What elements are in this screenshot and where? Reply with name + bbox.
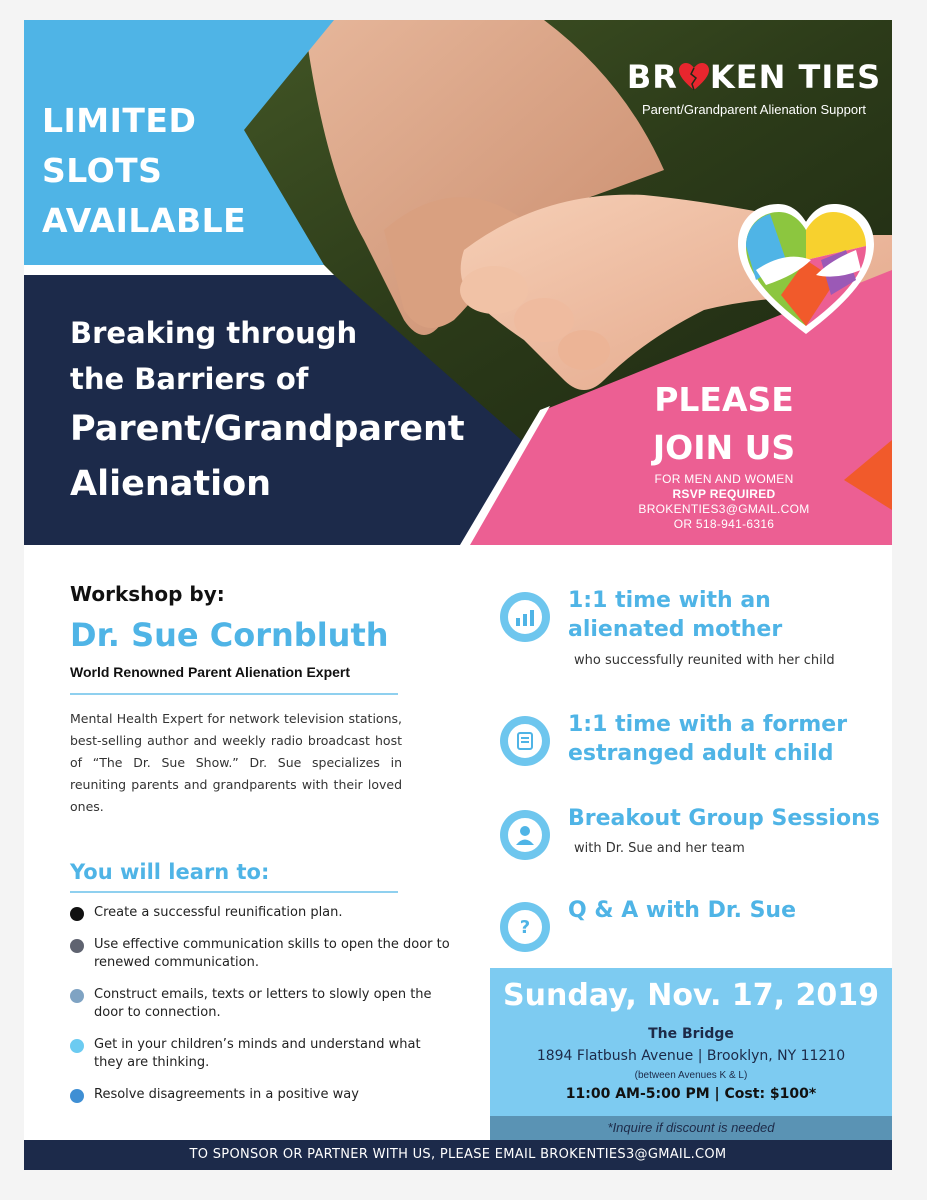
join-us-callout <box>584 376 864 532</box>
list-item <box>70 986 450 1022</box>
rsvp-email[interactable]: BROKENTIES3@GMAIL.COM <box>638 502 810 516</box>
event-date: Sunday, Nov. 17, 2019 <box>503 978 879 1013</box>
document-icon <box>500 716 550 766</box>
list-item <box>70 1086 450 1104</box>
presenter-name: Dr. Sue Cornbluth <box>70 616 389 654</box>
feature-subtitle: who successfully reunited with her child <box>574 653 835 668</box>
headline-line: the Barriers of <box>70 362 309 396</box>
feature-title: Q & A with Dr. Sue <box>568 898 797 923</box>
audience-text: FOR MEN AND WOMEN <box>654 472 794 486</box>
discount-note: *Inquire if discount is needed <box>490 1116 892 1140</box>
presenter-title: World Renowned Parent Alienation Expert <box>70 664 351 680</box>
feature-title: Breakout Group Sessions <box>568 806 880 831</box>
learn-heading: You will learn to: <box>70 860 270 884</box>
presenter-bio: Mental Health Expert for network television stations, best-selling author and weekly radio broadcast host of “The Dr. Sue Show.” Dr. Sue specializes in reuniting parents and grandparents with their loved ones. <box>70 711 402 814</box>
person-icon <box>500 810 550 860</box>
headline-line: Alienation <box>70 464 272 504</box>
workshop-headline <box>70 310 465 512</box>
chart-icon <box>500 592 550 642</box>
feature-title: 1:1 time with an alienated mother <box>568 588 783 642</box>
sponsor-footer: TO SPONSOR OR PARTNER WITH US, PLEASE EMAIL BROKENTIES3@GMAIL.COM <box>24 1140 892 1170</box>
headline-line: Parent/Grandparent <box>70 409 465 449</box>
slots-line: LIMITED <box>42 101 197 140</box>
bullet-dot-icon <box>70 939 84 953</box>
brand-tagline: Parent/Grandparent Alienation Support <box>641 102 867 117</box>
colorful-heart-hands-icon <box>736 200 876 340</box>
bullet-dot-icon <box>70 989 84 1003</box>
event-venue: The Bridge <box>648 1026 734 1042</box>
learn-list <box>70 904 450 1118</box>
list-item-text: Use effective communication skills to open the door to renewed communication. <box>94 937 450 970</box>
list-item-text: Get in your children’s minds and understand what they are thinking. <box>94 1037 421 1070</box>
brand-text-right: KEN TIES <box>709 58 882 96</box>
slots-line: SLOTS <box>42 151 163 190</box>
headline-line: Breaking through <box>70 316 358 350</box>
event-time-cost: 11:00 AM-5:00 PM | Cost: $100* <box>565 1086 817 1102</box>
rsvp-phone[interactable]: OR 518-941-6316 <box>673 517 775 531</box>
bullet-dot-icon <box>70 907 84 921</box>
list-item-text: Resolve disagreements in a positive way <box>94 1087 359 1102</box>
rsvp-text: RSVP REQUIRED <box>672 487 776 501</box>
hero-banner <box>24 20 892 545</box>
divider <box>70 891 398 893</box>
broken-ties-logo <box>624 58 884 117</box>
event-details <box>490 968 892 1140</box>
list-item-text: Construct emails, texts or letters to slowly open the door to connection. <box>94 987 432 1020</box>
broken-heart-icon <box>679 63 709 91</box>
list-item-text: Create a successful reunification plan. <box>94 905 343 920</box>
bullet-dot-icon <box>70 1039 84 1053</box>
list-item <box>70 904 450 922</box>
feature-subtitle: with Dr. Sue and her team <box>574 841 745 856</box>
flyer <box>24 20 892 1170</box>
question-icon: ? <box>500 902 550 952</box>
limited-slots-text <box>42 96 246 246</box>
join-line: JOIN US <box>652 428 796 467</box>
event-cross-streets: (between Avenues K & L) <box>634 1070 748 1081</box>
slots-line: AVAILABLE <box>42 201 247 240</box>
workshop-by-label: Workshop by: <box>70 582 225 606</box>
event-address: 1894 Flatbush Avenue | Brooklyn, NY 11210 <box>536 1048 846 1064</box>
list-item <box>70 1036 450 1072</box>
brand-text-left: BR <box>626 58 678 96</box>
join-line: PLEASE <box>654 380 794 419</box>
divider <box>70 693 398 695</box>
feature-title: 1:1 time with a former estranged adult child <box>568 712 848 766</box>
bullet-dot-icon <box>70 1089 84 1103</box>
list-item <box>70 936 450 972</box>
brand-name <box>624 58 884 96</box>
